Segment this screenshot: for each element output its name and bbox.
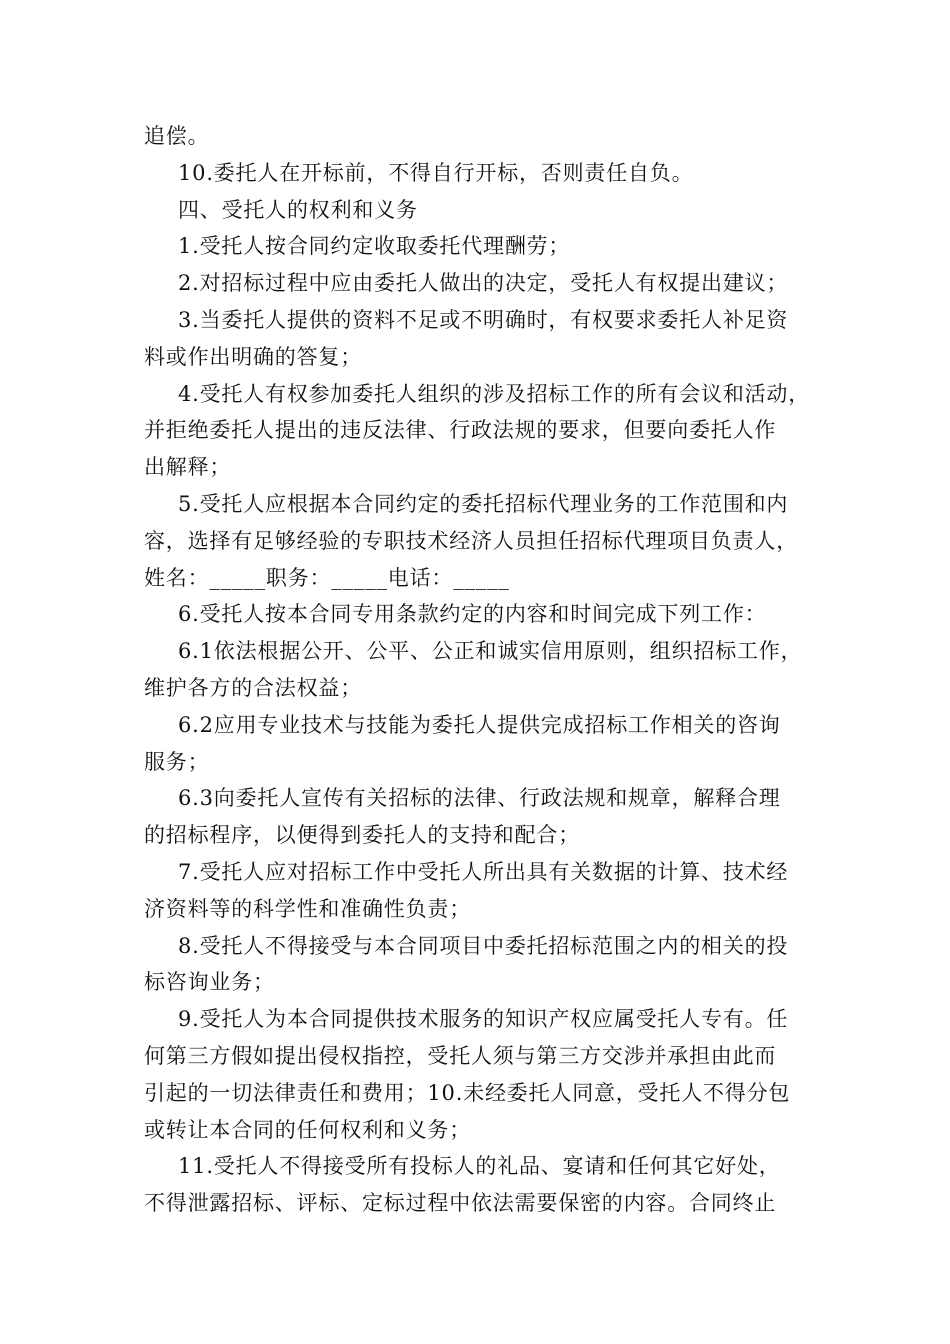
text-line: 7.受托人应对招标工作中受托人所出具有关数据的计算、技术经	[178, 859, 789, 884]
text-line: 11.受托人不得接受所有投标人的礼品、宴请和任何其它好处，	[178, 1154, 781, 1179]
text-line: 5.受托人应根据本合同约定的委托招标代理业务的工作范围和内	[178, 491, 789, 516]
text-line: 6.1依法根据公开、公平、公正和诚实信用原则，组织招标工作，	[178, 639, 803, 664]
text-line: 并拒绝委托人提出的违反法律、行政法规的要求，但要向委托人作	[144, 418, 777, 443]
text-line: 料或作出明确的答复；	[144, 344, 362, 369]
text-line: 姓名：_____职务：_____电话：_____	[144, 565, 510, 590]
text-line: 标咨询业务；	[144, 970, 275, 995]
text-line: 引起的一切法律责任和费用；10.未经委托人同意，受托人不得分包	[144, 1080, 791, 1105]
text-line: 四、受托人的权利和义务	[178, 197, 418, 222]
text-line: 的招标程序，以便得到委托人的支持和配合；	[144, 823, 580, 848]
text-line: 容，选择有足够经验的专职技术经济人员担任招标代理项目负责人，	[144, 528, 798, 553]
text-line: 3.当委托人提供的资料不足或不明确时，有权要求委托人补足资	[178, 307, 789, 332]
text-line: 6.2应用专业技术与技能为委托人提供完成招标工作相关的咨询	[178, 712, 781, 737]
text-line: 追偿。	[144, 124, 210, 148]
document-body	[144, 118, 824, 1222]
text-line: 4.受托人有权参加委托人组织的涉及招标工作的所有会议和活动，	[178, 381, 811, 406]
text-line: 或转让本合同的任何权利和义务；	[144, 1117, 471, 1142]
text-line: 不得泄露招标、评标、定标过程中依法需要保密的内容。合同终止	[144, 1191, 777, 1216]
text-line: 6.受托人按本合同专用条款约定的内容和时间完成下列工作：	[178, 602, 767, 627]
text-line: 济资料等的科学性和准确性负责；	[144, 896, 471, 921]
text-line: 2.对招标过程中应由委托人做出的决定，受托人有权提出建议；	[178, 271, 789, 296]
text-line: 出解释；	[144, 455, 232, 480]
text-line: 10.委托人在开标前，不得自行开标，否则责任自负。	[178, 160, 694, 185]
text-line: 维护各方的合法权益；	[144, 675, 362, 700]
text-line: 6.3向委托人宣传有关招标的法律、行政法规和规章，解释合理	[178, 786, 781, 811]
text-line: 8.受托人不得接受与本合同项目中委托招标范围之内的相关的投	[178, 933, 789, 958]
text-line: 服务；	[144, 749, 210, 774]
text-line: 9.受托人为本合同提供技术服务的知识产权应属受托人专有。任	[178, 1007, 789, 1032]
text-line: 何第三方假如提出侵权指控，受托人须与第三方交涉并承担由此而	[144, 1043, 777, 1068]
text-line: 1.受托人按合同约定收取委托代理酬劳；	[178, 234, 571, 259]
